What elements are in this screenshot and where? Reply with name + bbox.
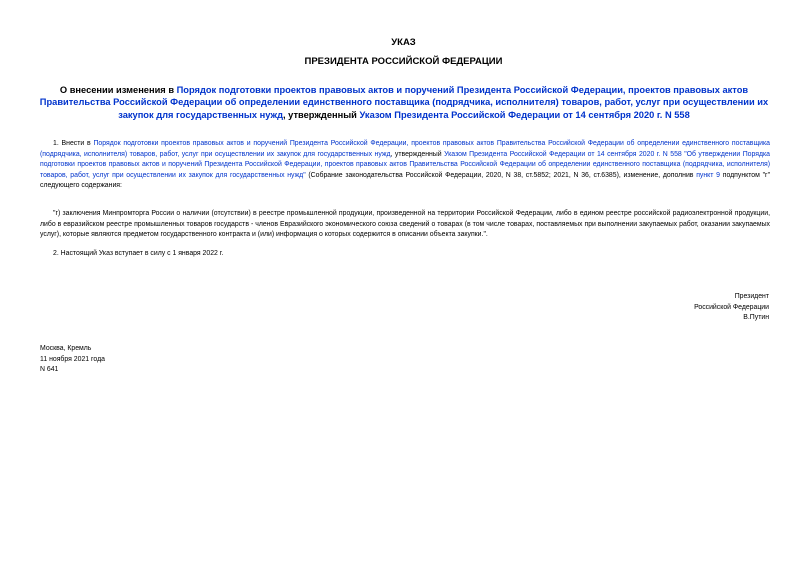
paragraph-3: 2. Настоящий Указ вступает в силу с 1 января 2022 г. <box>53 250 224 257</box>
p1-clause-link[interactable]: пункт 9 <box>696 171 720 179</box>
paragraph-1 <box>40 139 770 192</box>
place-city: Москва, Кремль <box>40 345 92 352</box>
place-date: 11 ноября 2021 года <box>40 355 105 363</box>
p1-end: подпунктом "г" следующего содержания: <box>40 171 771 189</box>
heading-decree-link[interactable]: Указом Президента Российской Федерации от 14 сентября 2020 г. N 558 <box>359 109 690 120</box>
p1-decree-title-link[interactable]: "Об утверждении Порядка подготовки проектов правовых актов и поручений Президента Российской Федерации, проектов правовых актов Правительства Российской Федерации об определении единственного поставщика (подрядчика, исполнителя) товаров, работ, услуг при осуществлении их закупок для государственных нужд" <box>40 150 770 179</box>
heading-middle: , утвержденный <box>283 109 360 120</box>
heading-prefix: О внесении изменения в <box>59 85 177 95</box>
heading-order-link[interactable]: Порядок подготовки проектов правовых актов и поручений Президента Российской Федерации, проектов правовых актов Правительства Российской Федерации об определении единственного поставщика (подрядчика, исполнителя) товаров, работ, услуг при осуществлении их закупок для государственных нужд <box>39 85 769 120</box>
paragraph-2: "г) заключения Минпромторга России о наличии (отсутствии) в реестре промышленной продукции, произведенной на территории Российской Федерации, либо в едином реестре российской радиоэлектронной продукции, либо в евразийском реестре промышленных товаров государств - членов Евразийского экономического союза сведений о товарах (в том числе товарах, поставляемых при выполнении закупаемых работ, оказании закупаемых услуг), которые являются предметом государственного контракта и (или) информация о которых содержится в описании объекта закупки.". <box>40 210 770 238</box>
signature-country: Российской Федерации <box>694 303 769 311</box>
signature-title: Президент <box>734 293 769 300</box>
p1-mid1: , утвержденный <box>390 150 445 158</box>
place-date-block <box>40 344 105 376</box>
signature-block <box>694 292 769 324</box>
signature-name: В.Путин <box>743 314 769 321</box>
p1-start: 1. Внести в <box>53 140 94 147</box>
p1-mid3: (Собрание законодательства Российской Федерации, 2020, N 38, ст.5852; 2021, N 36, ст.6385), изменение, дополнив <box>308 171 697 179</box>
document-subtitle: ПРЕЗИДЕНТА РОССИЙСКОЙ ФЕДЕРАЦИИ <box>304 56 503 67</box>
document-title: УКАЗ <box>391 37 416 48</box>
p1-order-link[interactable]: Порядок подготовки проектов правовых актов и поручений Президента Российской Федерации, проектов правовых актов Правительства Российской Федерации об определении единственного поставщика (подрядчика, исполнителя) товаров, работ, услуг при осуществлении их закупок для государственных нужд <box>40 140 770 158</box>
document-heading <box>34 84 774 121</box>
decree-number: N 641 <box>40 366 59 373</box>
p1-decree-link[interactable]: Указом Президента Российской Федерации от 14 сентября 2020 г. N 558 <box>444 150 682 158</box>
